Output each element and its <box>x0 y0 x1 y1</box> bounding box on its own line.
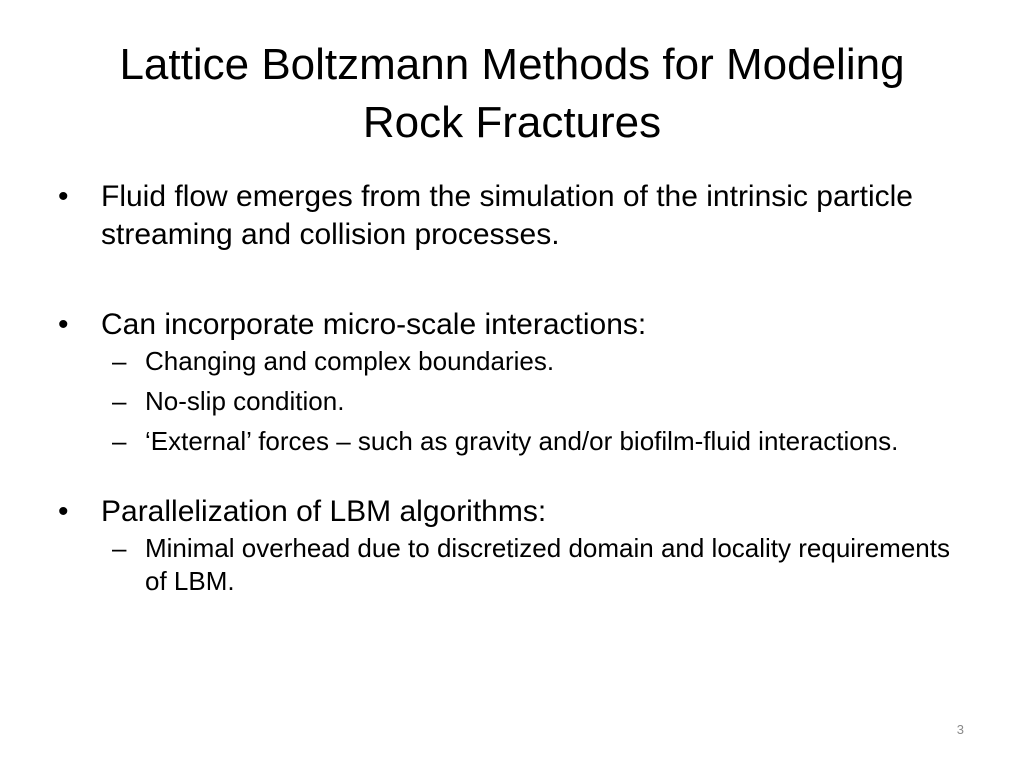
bullet-icon: • <box>58 308 69 341</box>
sub-bullet-text: Changing and complex boundaries. <box>145 346 555 376</box>
sub-bullet-text: Minimal overhead due to discretized domain and locality requirements of LBM. <box>145 533 950 596</box>
slide-body <box>54 178 974 605</box>
bullet-text: Parallelization of LBM algorithms: <box>101 495 547 528</box>
bullet-item <box>54 306 974 344</box>
page-number: 3 <box>956 722 964 737</box>
sub-bullet-text: No-slip condition. <box>145 386 345 416</box>
sub-list <box>54 532 974 598</box>
dash-icon: – <box>112 426 127 456</box>
dash-icon: – <box>112 386 127 416</box>
sub-list <box>54 345 974 458</box>
sub-bullet-item <box>54 345 974 378</box>
bullet-item <box>54 178 974 254</box>
sub-bullet-item <box>54 532 974 598</box>
slide-title: Lattice Boltzmann Methods for Modeling Rock Fractures <box>119 40 905 147</box>
bullet-item <box>54 493 974 531</box>
sub-bullet-item <box>54 425 974 458</box>
bullet-icon: • <box>58 495 69 528</box>
dash-icon: – <box>112 346 127 376</box>
bullet-text: Fluid flow emerges from the simulation of the intrinsic particle streaming and collision processes. <box>101 180 913 251</box>
sub-bullet-text: ‘External’ forces – such as gravity and/or biofilm-fluid interactions. <box>145 426 899 456</box>
sub-bullet-item <box>54 385 974 418</box>
dash-icon: – <box>112 533 127 563</box>
bullet-text: Can incorporate micro-scale interactions: <box>101 308 647 341</box>
bullet-icon: • <box>58 180 69 213</box>
